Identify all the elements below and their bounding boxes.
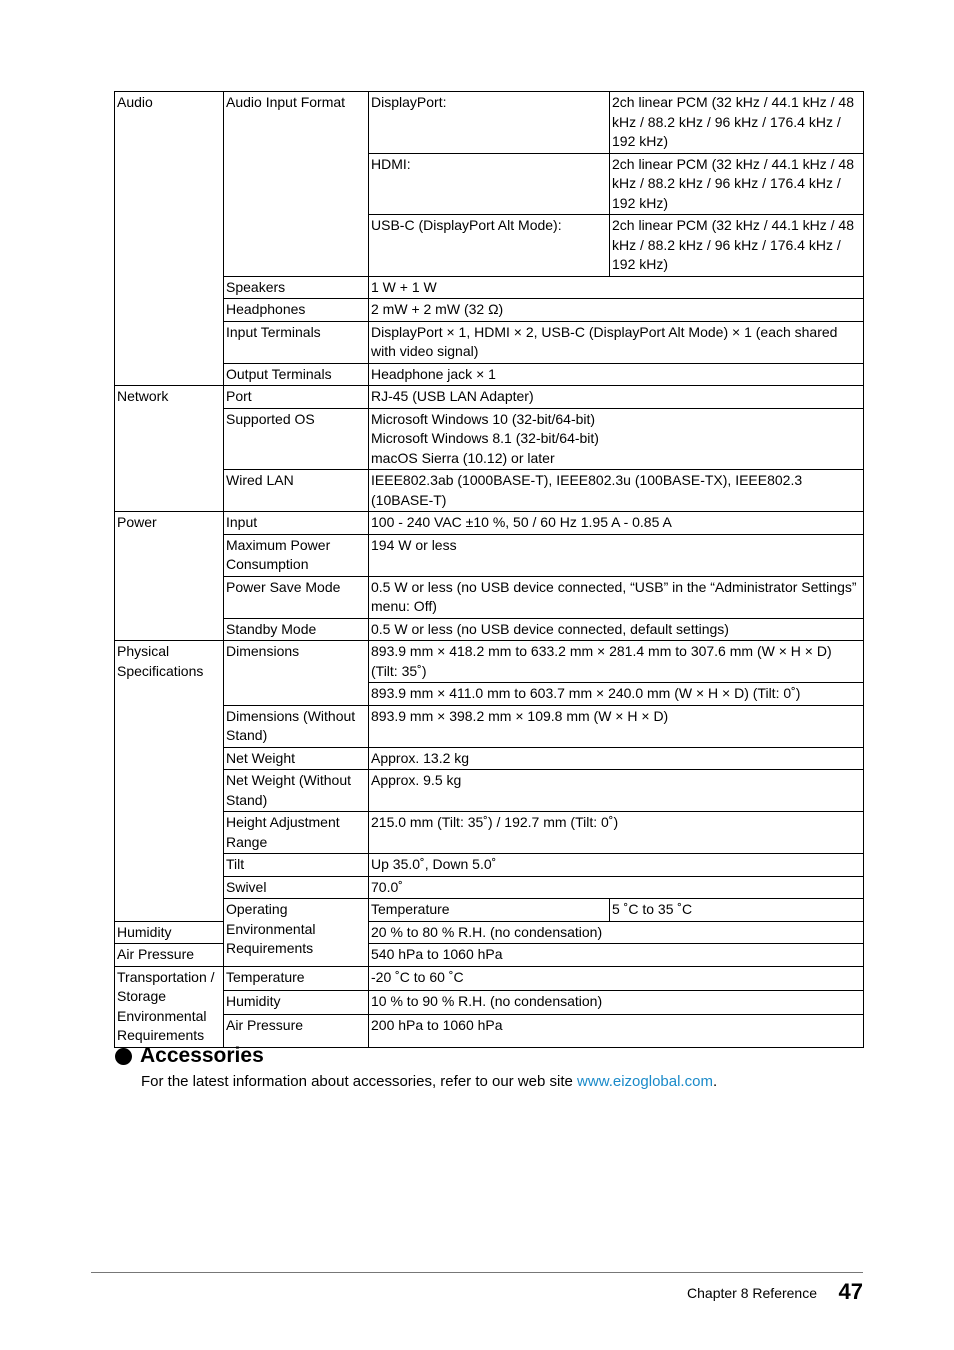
- item-value: 10 % to 90 % R.H. (no condensation): [369, 990, 864, 1014]
- table-row: [115, 470, 864, 512]
- item-value: 194 W or less: [369, 534, 864, 576]
- item-label: Tilt: [224, 854, 369, 877]
- accessories-text-end: .: [712, 1073, 718, 1090]
- sub-item-label: USB-C (DisplayPort Alt Mode):: [369, 215, 610, 277]
- footer-divider: [91, 1272, 863, 1273]
- item-value: 5 ˚C to 35 ˚C: [610, 899, 864, 922]
- table-row: [115, 812, 864, 854]
- os-line: Microsoft Windows 10 (32-bit/64-bit): [371, 410, 596, 427]
- item-label: Humidity: [224, 990, 369, 1014]
- item-label: Maximum Power Consumption: [224, 534, 369, 576]
- item-value: Approx. 9.5 kg: [369, 770, 864, 812]
- os-line: Microsoft Windows 8.1 (32-bit/64-bit): [371, 430, 599, 446]
- item-label: Supported OS: [224, 408, 369, 470]
- table-row: [115, 534, 864, 576]
- item-value: 215.0 mm (Tilt: 35˚) / 192.7 mm (Tilt: 0˚): [369, 812, 864, 854]
- accessories-text: For the latest information about accessories, refer to our web site: [141, 1073, 578, 1090]
- item-value: -20 ˚C to 60 ˚C: [369, 966, 864, 990]
- item-value: [369, 408, 864, 470]
- table-row: [115, 641, 864, 683]
- item-label: Dimensions (Without Stand): [224, 705, 369, 747]
- accessories-heading: [115, 1041, 264, 1071]
- item-label: Speakers: [224, 276, 369, 299]
- table-row: [115, 876, 864, 899]
- item-label: Net Weight: [224, 747, 369, 770]
- table-row: [115, 299, 864, 322]
- item-value: 2ch linear PCM (32 kHz / 44.1 kHz / 48 kHz / 88.2 kHz / 96 kHz / 176.4 kHz / 192 kHz): [610, 92, 864, 154]
- item-value: 2 mW + 2 mW (32 Ω): [369, 299, 864, 322]
- accessories-note: [141, 1072, 717, 1092]
- page-number: 47: [838, 1279, 863, 1304]
- item-value: 540 hPa to 1060 hPa: [369, 944, 864, 967]
- item-value: 100 - 240 VAC ±10 %, 50 / 60 Hz 1.95 A - 0.85 A: [369, 512, 864, 535]
- item-value: 893.9 mm × 418.2 mm to 633.2 mm × 281.4 mm to 307.6 mm (W × H × D) (Tilt: 35˚): [369, 641, 864, 683]
- table-row: [115, 512, 864, 535]
- item-value: 2ch linear PCM (32 kHz / 44.1 kHz / 48 kHz / 88.2 kHz / 96 kHz / 176.4 kHz / 192 kHz): [610, 215, 864, 277]
- item-label: Humidity: [115, 921, 224, 944]
- item-value: 893.9 mm × 411.0 mm to 603.7 mm × 240.0 mm (W × H × D) (Tilt: 0˚): [369, 683, 864, 706]
- table-row: [115, 321, 864, 363]
- sub-item-label: DisplayPort:: [369, 92, 610, 154]
- category-cell: Physical Specifications: [115, 641, 224, 922]
- table-row: [115, 386, 864, 409]
- item-value: 2ch linear PCM (32 kHz / 44.1 kHz / 48 kHz / 88.2 kHz / 96 kHz / 176.4 kHz / 192 kHz): [610, 153, 864, 215]
- table-row: [115, 408, 864, 470]
- item-label: Power Save Mode: [224, 576, 369, 618]
- item-label: Height Adjustment Range: [224, 812, 369, 854]
- item-label: Temperature: [224, 966, 369, 990]
- item-value: DisplayPort × 1, HDMI × 2, USB-C (DisplayPort Alt Mode) × 1 (each shared with video signal): [369, 321, 864, 363]
- table-row: [115, 276, 864, 299]
- item-label: Input: [224, 512, 369, 535]
- category-cell: Operating Environmental Requirements: [224, 899, 369, 967]
- item-value: 0.5 W or less (no USB device connected, “USB” in the “Administrator Settings” menu: Off): [369, 576, 864, 618]
- table-row: [115, 854, 864, 877]
- item-label: Air Pressure: [115, 944, 224, 967]
- table-row: [115, 990, 864, 1014]
- table-row: [115, 705, 864, 747]
- item-label: Standby Mode: [224, 618, 369, 641]
- item-value: 200 hPa to 1060 hPa: [369, 1014, 864, 1047]
- category-cell: Network: [115, 386, 224, 512]
- table-row: [115, 747, 864, 770]
- item-value: IEEE802.3ab (1000BASE-T), IEEE802.3u (100BASE-TX), IEEE802.3 (10BASE-T): [369, 470, 864, 512]
- item-label: Output Terminals: [224, 363, 369, 386]
- item-label: Audio Input Format: [224, 92, 369, 277]
- item-label: Port: [224, 386, 369, 409]
- os-line: macOS Sierra (10.12) or later: [371, 449, 555, 466]
- table-row: [115, 899, 864, 922]
- table-row: [115, 618, 864, 641]
- item-value: 70.0˚: [369, 876, 864, 899]
- item-label: Swivel: [224, 876, 369, 899]
- category-cell: Power: [115, 512, 224, 641]
- item-label: Wired LAN: [224, 470, 369, 512]
- accessories-heading-text: Accessories: [140, 1044, 264, 1067]
- item-value: Approx. 13.2 kg: [369, 747, 864, 770]
- item-value: 893.9 mm × 398.2 mm × 109.8 mm (W × H × D): [369, 705, 864, 747]
- item-value: 20 % to 80 % R.H. (no condensation): [369, 921, 864, 944]
- category-cell: Audio: [115, 92, 224, 386]
- bullet-icon: [115, 1048, 132, 1065]
- eizo-website-link[interactable]: www.eizoglobal.com: [577, 1073, 713, 1090]
- category-cell: Transportation / Storage Environmental Requirements: [115, 966, 224, 1047]
- item-label: Input Terminals: [224, 321, 369, 363]
- item-label: Air Pressure: [224, 1014, 369, 1047]
- item-value: 0.5 W or less (no USB device connected, default settings): [369, 618, 864, 641]
- table-row: [115, 92, 864, 154]
- item-label: Dimensions: [224, 641, 369, 706]
- table-row: [115, 576, 864, 618]
- item-value: Headphone jack × 1: [369, 363, 864, 386]
- table-row: [115, 363, 864, 386]
- table-row: [115, 770, 864, 812]
- item-value: Up 35.0˚, Down 5.0˚: [369, 854, 864, 877]
- chapter-label: Chapter 8 Reference: [687, 1285, 817, 1301]
- item-value: 1 W + 1 W: [369, 276, 864, 299]
- item-label: Net Weight (Without Stand): [224, 770, 369, 812]
- item-label: Headphones: [224, 299, 369, 322]
- specifications-table: [114, 91, 864, 1048]
- item-label: Temperature: [369, 899, 610, 922]
- item-value: RJ-45 (USB LAN Adapter): [369, 386, 864, 409]
- sub-item-label: HDMI:: [369, 153, 610, 215]
- table-row: [115, 966, 864, 990]
